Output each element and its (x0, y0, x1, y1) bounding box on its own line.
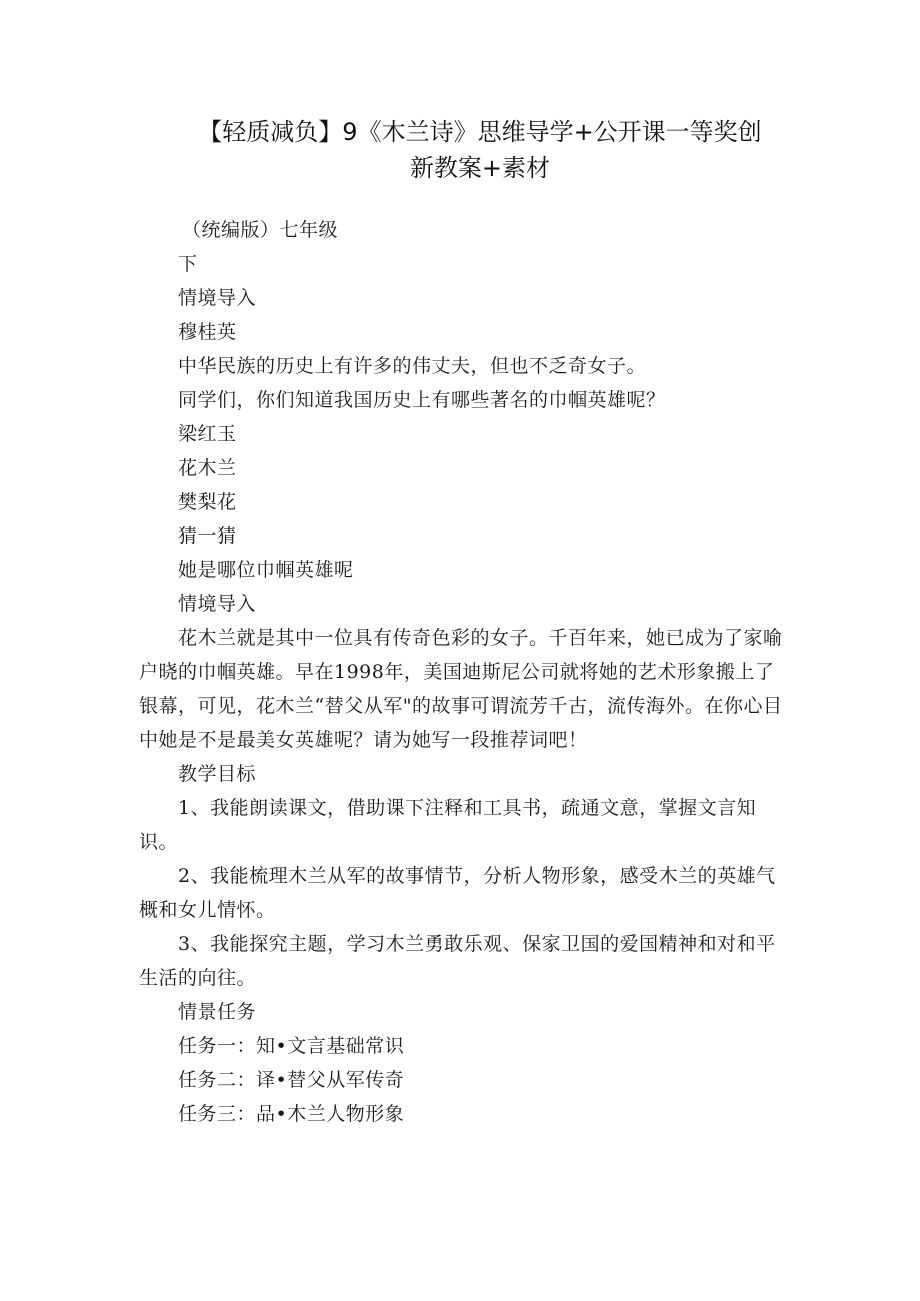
guess-prompt: 猜一猜 (178, 525, 237, 547)
task-item-2: 任务二：译•替父从军传奇 (178, 1069, 405, 1091)
goals-heading: 教学目标 (178, 763, 257, 785)
document-title-line-2: 新教案+素材 (409, 154, 551, 182)
document-title-line-1: 【轻质减负】9《木兰诗》思维导学+公开课一等奖创 (198, 118, 762, 146)
heroine-name-hua: 花木兰 (178, 457, 237, 479)
goal-item-2: 2、我能梳理木兰从军的故事情节，分析人物形象，感受木兰的英雄气概和女儿情怀。 (139, 865, 776, 921)
guess-question: 她是哪位巾帼英雄呢 (178, 559, 354, 581)
edition-label: （统编版）七年级 (182, 219, 339, 241)
goal-item-1: 1、我能朗读课文，借助课下注释和工具书，疏通文意，掌握文言知识。 (139, 797, 757, 853)
section-heading-intro: 情境导入 (178, 287, 257, 309)
heroine-name-fan: 樊梨花 (178, 491, 237, 513)
task-item-3: 任务三：品•木兰人物形象 (178, 1103, 405, 1125)
task-item-1: 任务一：知•文言基础常识 (178, 1035, 405, 1057)
intro-sentence: 中华民族的历史上有许多的伟丈夫，但也不乏奇女子。 (178, 355, 647, 377)
volume-label: 下 (178, 253, 198, 275)
tasks-heading: 情景任务 (178, 1001, 257, 1023)
goal-item-3: 3、我能探究主题，学习木兰勇敢乐观、保家卫国的爱国精神和对和平生活的向往。 (139, 933, 776, 989)
heroine-name-liang: 梁红玉 (178, 423, 237, 445)
heroine-name-mu: 穆桂英 (178, 321, 237, 343)
intro-question: 同学们，你们知道我国历史上有哪些著名的巾帼英雄呢？ (178, 389, 666, 411)
mulan-paragraph: 花木兰就是其中一位具有传奇色彩的女子。千百年来，她已成为了家喻户晓的巾帼英雄。早在1998年，美国迪斯尼公司就将她的艺术形象搬上了银幕，可见，花木兰“替父从军"的故事可谓流芳千古，流传海外。在你心目中她是不是最美女英雄呢？请为她写一段推荐词吧！ (139, 627, 783, 751)
section-heading-intro-2: 情境导入 (178, 593, 257, 615)
